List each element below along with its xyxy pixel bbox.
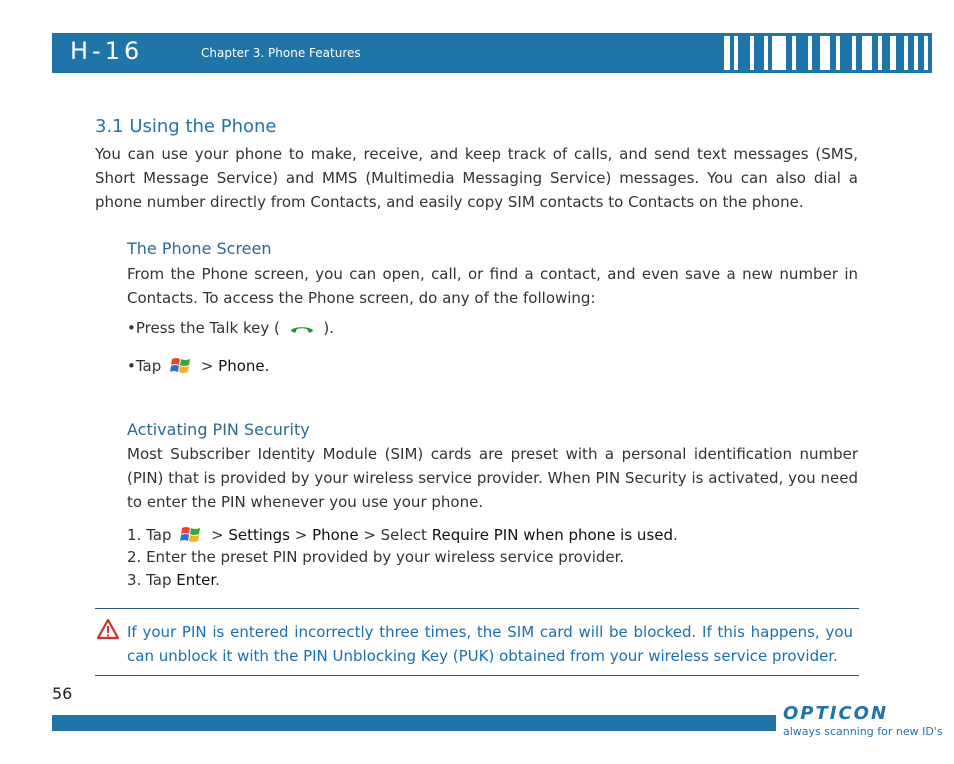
step1-gt3: > Select xyxy=(363,526,427,544)
section-heading: 3.1 Using the Phone xyxy=(95,116,277,137)
step1-prefix: 1. Tap xyxy=(127,526,172,544)
step1-settings: Settings xyxy=(228,526,290,544)
phone-handset-icon xyxy=(288,321,316,335)
pin-security-body: Most Subscriber Identity Module (SIM) cards are preset with a personal identification number (PIN) that is provided by your wireless service provider. When PIN Security is activated, you need to enter the PIN whenever you use your phone. xyxy=(127,445,858,511)
warning-text: If your PIN is entered incorrectly three times, the SIM card will be blocked. If this happens, you can unblock it with the PIN Unblocking Key (PUK) obtained from your wireless service provider. xyxy=(127,623,853,665)
step1-phone: Phone xyxy=(312,526,359,544)
bullet-tap-target: Phone. xyxy=(218,357,270,375)
bullet-talk-key-suffix: ). xyxy=(323,319,335,337)
bullet-tap-gt: > xyxy=(200,357,214,375)
opticon-logo: OPTICON xyxy=(783,703,889,724)
windows-logo-icon xyxy=(170,355,192,375)
brand-title: H-16 xyxy=(70,37,144,65)
step1-end: . xyxy=(673,526,678,544)
chapter-title: Chapter 3. Phone Features xyxy=(201,46,361,60)
page-number: 56 xyxy=(52,684,73,703)
warning-top-rule xyxy=(95,608,859,609)
step3-target: Enter xyxy=(176,571,216,589)
pin-step-3 xyxy=(127,569,220,591)
bullet-talk-key xyxy=(127,317,334,339)
opticon-tagline: always scanning for new ID's xyxy=(783,725,943,738)
windows-logo-icon xyxy=(180,524,202,544)
pin-step-2: 2. Enter the preset PIN provided by your wireless service provider. xyxy=(127,548,625,566)
pin-security-heading: Activating PIN Security xyxy=(127,420,310,439)
step3-end: . xyxy=(215,571,220,589)
barcode-graphic xyxy=(724,36,932,70)
phone-screen-body: From the Phone screen, you can open, call, or find a contact, and even save a new number in Contacts. To access the Phone screen, do any of the following: xyxy=(127,265,858,307)
bullet-tap-prefix: •Tap xyxy=(127,357,162,375)
step1-gt2: > xyxy=(294,526,308,544)
warning-triangle-icon xyxy=(96,618,120,640)
footer-bar xyxy=(52,715,776,731)
bullet-talk-key-prefix: •Press the Talk key ( xyxy=(127,319,280,337)
bullet-tap-phone xyxy=(127,355,269,377)
section-intro: You can use your phone to make, receive, and keep track of calls, and send text messages (SMS, Short Message Service) and MMS (Multimedia Messaging Service) messages. You can also dial a phone number directly from Contacts, and easily copy SIM contacts to Contacts on the phone. xyxy=(95,145,858,211)
phone-screen-heading: The Phone Screen xyxy=(127,239,272,258)
header-bar xyxy=(52,33,932,73)
pin-step-1 xyxy=(127,524,678,546)
step3-prefix: 3. Tap xyxy=(127,571,172,589)
step1-option: Require PIN when phone is used xyxy=(431,526,674,544)
step1-gt1: > xyxy=(211,526,224,544)
warning-bottom-rule xyxy=(95,675,859,676)
